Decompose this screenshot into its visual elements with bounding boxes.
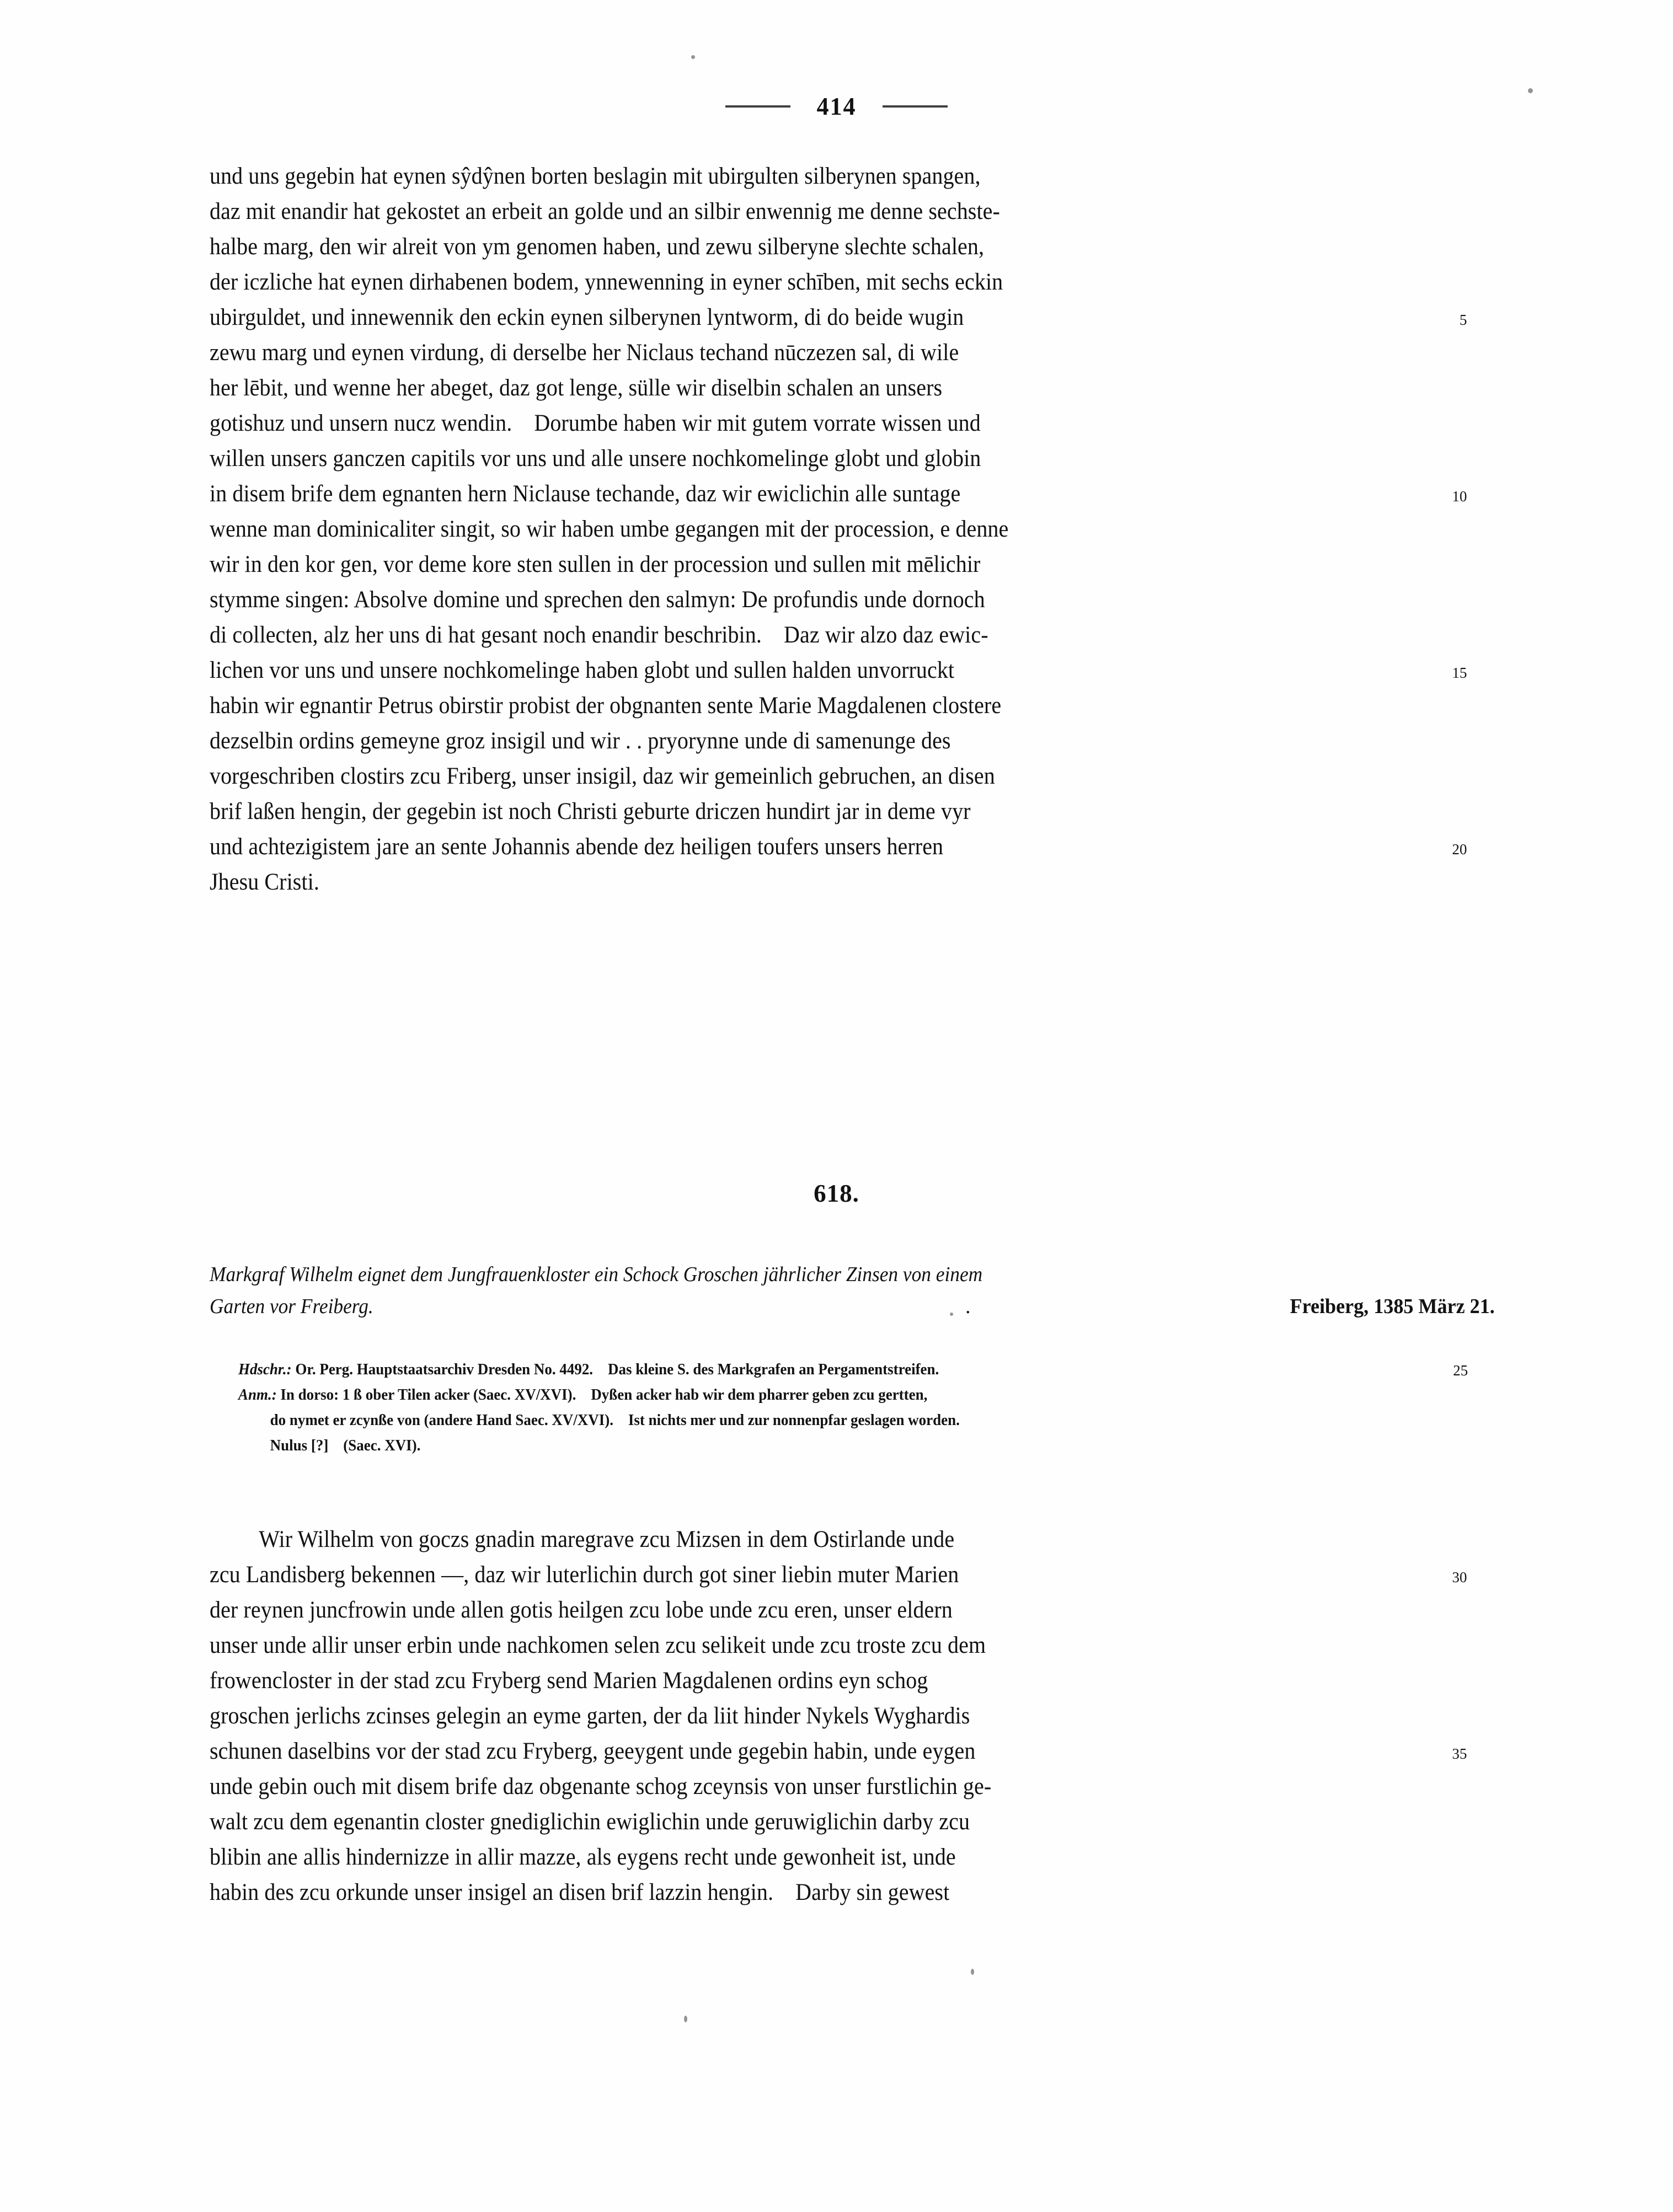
charter-body-line-text: schunen daselbins vor der stad zcu Fryberg, geeygent unde gegebin habin, unde eygen bbox=[210, 1738, 976, 1764]
continued-charter-text bbox=[210, 159, 1495, 900]
apparatus-label: Anm.: bbox=[238, 1386, 281, 1404]
charter-body-line bbox=[210, 1875, 1405, 1910]
charter-body-line-text: frowencloster in der stad zcu Fryberg send Marien Magdalenen ordins eyn schog bbox=[210, 1668, 928, 1694]
continued-charter-line-text: habin wir egnantir Petrus obirstir probist der obgnanten sente Marie Magdalenen clostere bbox=[210, 693, 1002, 719]
charter-dateline: Freiberg, 1385 März 21. bbox=[1290, 1295, 1495, 1318]
scan-speck bbox=[1528, 88, 1533, 93]
line-number: 15 bbox=[1452, 665, 1467, 681]
continued-charter-line bbox=[210, 618, 1405, 653]
apparatus-text: Nulus [?] (Saec. XVI). bbox=[270, 1437, 421, 1454]
head-rule-left bbox=[725, 105, 790, 108]
continued-charter-line-text: dezselbin ordins gemeyne groz insigil und wir . . pryorynne unde di samenunge des bbox=[210, 728, 951, 754]
charter-body-line bbox=[210, 1840, 1405, 1875]
charter-body-line bbox=[210, 1699, 1405, 1734]
apparatus-text: do nymet er zcynße von (andere Hand Saec. XV/XVI). Ist nichts mer und zur nonnenpfar geslagen worden. bbox=[270, 1411, 960, 1429]
charter-body-line-text: unde gebin ouch mit disem brife daz obgenante schog zceynsis von unser furstlichin ge- bbox=[210, 1774, 992, 1799]
continued-charter-line-text: ubirguldet, und innewennik den eckin eynen silberynen lyntworm, di do beide wugin bbox=[210, 304, 964, 330]
charter-body-line-text: habin des zcu orkunde unser insigel an disen brif lazzin hengin. Darby sin gewest bbox=[210, 1879, 950, 1905]
continued-charter-line bbox=[210, 335, 1405, 371]
scan-speck bbox=[684, 2016, 687, 2022]
apparatus-label: Hdschr.: bbox=[238, 1361, 296, 1378]
charter-body-line bbox=[210, 1628, 1405, 1663]
continued-charter-line bbox=[210, 476, 1467, 512]
continued-charter-line bbox=[210, 724, 1405, 759]
continued-charter-line bbox=[210, 547, 1405, 582]
continued-charter-line-text: der iczliche hat eynen dirhabenen bodem, ynnewenning in eyner schīben, mit sechs eckin bbox=[210, 269, 1003, 295]
charter-body-line-text: walt zcu dem egenantin closter gnediglichin ewiglichin unde geruwiglichin darby zcu bbox=[210, 1809, 970, 1835]
charter-apparatus bbox=[238, 1357, 1501, 1458]
scan-speck bbox=[950, 1313, 953, 1316]
continued-charter-line-text: brif laßen hengin, der gegebin ist noch Christi geburte driczen hundirt jar in deme vyr bbox=[210, 799, 971, 824]
charter-body-line-text: groschen jerlichs zcinses gelegin an eyme garten, der da liit hinder Nykels Wyghardis bbox=[210, 1703, 970, 1729]
continued-charter-line bbox=[210, 653, 1467, 688]
continued-charter-line bbox=[210, 265, 1405, 300]
continued-charter-line-text: in disem brife dem egnanten hern Niclause techande, daz wir ewiclichin alle suntage bbox=[210, 481, 961, 507]
apparatus-line bbox=[238, 1382, 1413, 1407]
apparatus-text: Or. Perg. Hauptstaatsarchiv Dresden No. 4492. Das kleine S. des Markgrafen an Pergamentstreifen. bbox=[295, 1361, 939, 1378]
continued-charter-line-text: halbe marg, den wir alreit von ym genomen haben, und zewu silberyne slechte schalen, bbox=[210, 234, 985, 260]
continued-charter-line-text: und achtezigistem jare an sente Johannis abende dez heiligen toufers unsers herren bbox=[210, 834, 944, 860]
line-number: 20 bbox=[1452, 841, 1467, 858]
line-number: 10 bbox=[1452, 488, 1467, 505]
charter-body-line-text: zcu Landisberg bekennen —, daz wir luterlichin durch got siner liebin muter Marien bbox=[210, 1562, 959, 1588]
charter-body-line-text: blibin ane allis hindernizze in allir mazze, als eygens recht unde gewonheit ist, unde bbox=[210, 1844, 956, 1870]
continued-charter-line bbox=[210, 229, 1405, 265]
regest-line-2: Garten vor Freiberg. bbox=[210, 1295, 373, 1318]
continued-charter-line-text: gotishuz und unsern nucz wendin. Dorumbe haben wir mit gutem vorrate wissen und bbox=[210, 410, 981, 436]
charter-body-line-text: der reynen juncfrowin unde allen gotis heilgen zcu lobe unde zcu eren, unser eldern bbox=[210, 1597, 953, 1623]
continued-charter-line-text: her lēbit, und wenne her abeget, daz got lenge, sülle wir diselbin schalen an unsers bbox=[210, 375, 943, 401]
line-number: 35 bbox=[1452, 1745, 1467, 1762]
charter-regest bbox=[210, 1258, 1495, 1322]
running-head bbox=[0, 94, 1673, 119]
charter-body-line-text: Wir Wilhelm von goczs gnadin maregrave zcu Mizsen in dem Ostirlande unde bbox=[259, 1527, 955, 1552]
charter-number: 618. bbox=[814, 1180, 859, 1207]
scan-speck bbox=[971, 1969, 974, 1975]
charter-body-line-text: unser unde allir unser erbin unde nachkomen selen zcu selikeit unde zcu troste zcu dem bbox=[210, 1632, 986, 1658]
page-number: 414 bbox=[816, 92, 857, 120]
continued-charter-line-text: vorgeschriben clostirs zcu Friberg, unser insigil, daz wir gemeinlich gebruchen, an disen bbox=[210, 763, 995, 789]
continued-charter-line bbox=[210, 441, 1405, 476]
continued-charter-line-text: stymme singen: Absolve domine und sprechen den salmyn: De profundis unde dornoch bbox=[210, 587, 985, 613]
scan-speck bbox=[691, 55, 695, 59]
charter-body-line bbox=[210, 1522, 1405, 1557]
charter-body-line bbox=[210, 1769, 1405, 1804]
line-number: 30 bbox=[1452, 1569, 1467, 1586]
charter-body-line bbox=[210, 1557, 1467, 1593]
continued-charter-line bbox=[210, 759, 1405, 794]
continued-charter-line bbox=[210, 794, 1405, 829]
charter-body-line bbox=[210, 1804, 1405, 1840]
regest-line-1: Markgraf Wilhelm eignet dem Jungfrauenkloster ein Schock Groschen jährlicher Zinsen von einem bbox=[210, 1263, 983, 1286]
continued-charter-line bbox=[210, 406, 1405, 441]
apparatus-line bbox=[238, 1433, 1413, 1458]
continued-charter-line bbox=[210, 194, 1405, 229]
continued-charter-line bbox=[210, 688, 1405, 724]
line-number: 25 bbox=[1453, 1362, 1468, 1379]
apparatus-line bbox=[238, 1407, 1413, 1433]
apparatus-line bbox=[238, 1357, 1468, 1382]
charter-body-line bbox=[210, 1593, 1405, 1628]
regest-middot: . bbox=[965, 1295, 971, 1318]
continued-charter-line bbox=[210, 512, 1405, 547]
continued-charter-line-text: lichen vor uns und unsere nochkomelinge haben globt und sullen halden unvorruckt bbox=[210, 657, 955, 683]
continued-charter-line bbox=[210, 371, 1405, 406]
continued-charter-line bbox=[210, 829, 1467, 865]
continued-charter-line-text: wir in den kor gen, vor deme kore sten sullen in der procession und sullen mit mēlichir bbox=[210, 551, 981, 577]
continued-charter-line-text: daz mit enandir hat gekostet an erbeit an golde und an silbir enwennig me denne sechste- bbox=[210, 199, 1000, 224]
continued-charter-line bbox=[210, 582, 1405, 618]
continued-charter-line-text: und uns gegebin hat eynen sŷdŷnen borten beslagin mit ubirgulten silberynen spangen, bbox=[210, 163, 981, 189]
line-number: 5 bbox=[1459, 312, 1467, 328]
continued-charter-line-text: di collecten, alz her uns di hat gesant noch enandir beschribin. Daz wir alzo daz ewic- bbox=[210, 622, 988, 648]
charter-body-line bbox=[210, 1734, 1467, 1769]
head-rule-right bbox=[883, 105, 948, 108]
continued-charter-line-text: willen unsers ganczen capitils vor uns und alle unsere nochkomelinge globt und globin bbox=[210, 446, 981, 472]
continued-charter-line-text: wenne man dominicaliter singit, so wir haben umbe gegangen mit der procession, e denne bbox=[210, 516, 1009, 542]
continued-charter-line-text: zewu marg und eynen virdung, di derselbe her Niclaus techand nūczezen sal, di wile bbox=[210, 340, 959, 366]
charter-body-line bbox=[210, 1663, 1405, 1699]
continued-charter-line bbox=[210, 300, 1467, 335]
continued-charter-line bbox=[210, 159, 1405, 194]
charter-body-text bbox=[210, 1522, 1495, 1910]
continued-charter-line bbox=[210, 865, 1405, 900]
continued-charter-line-text: Jhesu Cristi. bbox=[210, 869, 319, 895]
apparatus-text: In dorso: 1 ß ober Tilen acker (Saec. XV/XVI). Dyßen acker hab wir dem pharrer geben zcu gertten, bbox=[280, 1386, 928, 1404]
